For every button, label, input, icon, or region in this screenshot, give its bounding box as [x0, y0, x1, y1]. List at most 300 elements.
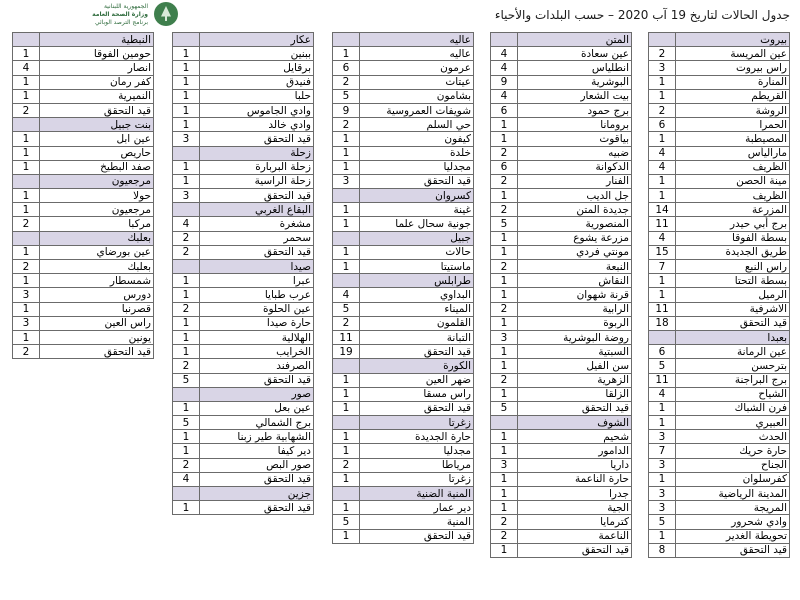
case-count: 1: [649, 472, 676, 486]
district-name: بعلبك: [40, 231, 154, 245]
case-count: 5: [333, 515, 360, 529]
table-row: [173, 302, 314, 316]
locality-name: برومانا: [518, 118, 632, 132]
table-row: [649, 458, 790, 472]
district-header-row: [649, 330, 790, 344]
table-row: [649, 61, 790, 75]
table-row: [173, 47, 314, 61]
case-count: 4: [649, 231, 676, 245]
district-name: مرجعيون: [40, 174, 154, 188]
table-row: [649, 501, 790, 515]
locality-name: الصرفند: [200, 359, 314, 373]
locality-name: صور البص: [200, 458, 314, 472]
case-count: 4: [491, 89, 518, 103]
case-count: 1: [333, 245, 360, 259]
locality-name: شمسطار: [40, 274, 154, 288]
case-count: 2: [491, 146, 518, 160]
table-row: [649, 260, 790, 274]
locality-name: تحويطة الغدير: [676, 529, 790, 543]
district-header-blank: [173, 146, 200, 160]
district-header-blank: [649, 330, 676, 344]
table-row: [491, 103, 632, 117]
district-header-blank: [173, 387, 200, 401]
locality-name: مينة الحصن: [676, 174, 790, 188]
table-row: [333, 458, 474, 472]
locality-name: قيد التحقق: [200, 501, 314, 515]
table-row: [333, 330, 474, 344]
table-row: [649, 47, 790, 61]
table-row: [173, 345, 314, 359]
table-row: [491, 458, 632, 472]
locality-name: انطلياس: [518, 61, 632, 75]
table-row: [491, 316, 632, 330]
locality-name: بترحسن: [676, 359, 790, 373]
locality-name: سن الفيل: [518, 359, 632, 373]
district-header-row: [173, 387, 314, 401]
locality-name: مرياطا: [360, 458, 474, 472]
table-row: [491, 543, 632, 557]
locality-name: الهلالية: [200, 330, 314, 344]
district-header-row: [173, 260, 314, 274]
table-row: [491, 174, 632, 188]
locality-name: كفر رمان: [40, 75, 154, 89]
locality-name: صفد البطيخ: [40, 160, 154, 174]
case-count: 3: [173, 189, 200, 203]
case-count: 1: [13, 302, 40, 316]
district-name: المتن: [518, 33, 632, 47]
table-row: [173, 330, 314, 344]
district-header-blank: [173, 260, 200, 274]
locality-name: قيد التحقق: [200, 132, 314, 146]
case-count: 1: [491, 359, 518, 373]
district-header-blank: [333, 359, 360, 373]
locality-name: الشياح: [676, 387, 790, 401]
table-row: [649, 75, 790, 89]
table-row: [333, 387, 474, 401]
locality-name: حارة الجديدة: [360, 430, 474, 444]
table-row: [649, 203, 790, 217]
district-header-row: [173, 33, 314, 47]
locality-name: انصار: [40, 61, 154, 75]
table-column-1: [648, 32, 790, 558]
table-row: [13, 103, 154, 117]
district-header-blank: [333, 231, 360, 245]
case-count: 6: [491, 160, 518, 174]
locality-name: زحلة الراسية: [200, 174, 314, 188]
district-name: الشوف: [518, 416, 632, 430]
case-count: 1: [13, 274, 40, 288]
table-row: [173, 430, 314, 444]
locality-name: الخرايب: [200, 345, 314, 359]
locality-name: بيت الشعار: [518, 89, 632, 103]
case-count: 2: [173, 359, 200, 373]
table-row: [649, 288, 790, 302]
district-name: المنية الضنية: [360, 487, 474, 501]
table-row: [173, 103, 314, 117]
table-row: [13, 260, 154, 274]
table-row: [13, 47, 154, 61]
table-row: [649, 89, 790, 103]
case-count: 4: [173, 472, 200, 486]
locality-name: الظريف: [676, 160, 790, 174]
logo-line-3: برنامج الترصد الوبائي: [94, 19, 148, 26]
district-name: جبيل: [360, 231, 474, 245]
case-count: 3: [333, 174, 360, 188]
case-count: 8: [649, 543, 676, 557]
table-row: [649, 345, 790, 359]
table-column-3: [332, 32, 474, 544]
case-count: 1: [173, 75, 200, 89]
table-row: [491, 146, 632, 160]
district-header-row: [333, 231, 474, 245]
district-header-blank: [13, 118, 40, 132]
case-count: 1: [173, 103, 200, 117]
case-count: 3: [649, 458, 676, 472]
district-header-row: [333, 189, 474, 203]
table-row: [649, 444, 790, 458]
locality-name: بشامون: [360, 89, 474, 103]
district-name: عاليه: [360, 33, 474, 47]
table-row: [333, 47, 474, 61]
table-row: [491, 203, 632, 217]
table-row: [491, 89, 632, 103]
locality-name: مونتي فردي: [518, 245, 632, 259]
case-count: 1: [491, 345, 518, 359]
district-header-row: [13, 33, 154, 47]
case-count: 1: [649, 401, 676, 415]
table-row: [13, 274, 154, 288]
locality-name: حارة حريك: [676, 444, 790, 458]
table-row: [649, 373, 790, 387]
case-count: 1: [333, 401, 360, 415]
case-count: 1: [173, 274, 200, 288]
locality-name: داريا: [518, 458, 632, 472]
locality-name: الربوة: [518, 316, 632, 330]
locality-name: دير كيفا: [200, 444, 314, 458]
case-count: 1: [649, 274, 676, 288]
case-count: 1: [13, 132, 40, 146]
district-header-row: [333, 359, 474, 373]
district-header-blank: [333, 33, 360, 47]
table-row: [333, 373, 474, 387]
district-name: النبطية: [40, 33, 154, 47]
table-row: [649, 472, 790, 486]
case-count: 2: [491, 373, 518, 387]
case-count: 11: [649, 217, 676, 231]
table-row: [173, 189, 314, 203]
table-row: [649, 515, 790, 529]
locality-name: قيد التحقق: [360, 174, 474, 188]
locality-name: الجناح: [676, 458, 790, 472]
table-row: [13, 189, 154, 203]
case-count: 5: [649, 359, 676, 373]
locality-name: مرجعيون: [40, 203, 154, 217]
case-count: 3: [649, 61, 676, 75]
case-count: 2: [491, 260, 518, 274]
table-row: [491, 132, 632, 146]
case-count: 2: [649, 47, 676, 61]
locality-name: قصرنبا: [40, 302, 154, 316]
locality-name: النقاش: [518, 274, 632, 288]
locality-name: الناعمة: [518, 529, 632, 543]
locality-name: شويفات العمروسية: [360, 103, 474, 117]
table-row: [173, 274, 314, 288]
table-row: [491, 501, 632, 515]
table-row: [333, 472, 474, 486]
case-count: 5: [173, 416, 200, 430]
page-title: جدول الحالات لتاريخ 19 آب 2020 – حسب البلدات والأحياء: [494, 8, 790, 22]
district-name: طرابلس: [360, 274, 474, 288]
table-row: [491, 472, 632, 486]
table-row: [333, 61, 474, 75]
table-row: [491, 515, 632, 529]
locality-name: راس مسقا: [360, 387, 474, 401]
case-count: 1: [13, 330, 40, 344]
locality-name: يونين: [40, 330, 154, 344]
locality-name: برج أبي حيدر: [676, 217, 790, 231]
table-row: [13, 75, 154, 89]
table-row: [491, 47, 632, 61]
case-count: 1: [649, 89, 676, 103]
locality-name: المصيطبة: [676, 132, 790, 146]
case-count: 1: [333, 47, 360, 61]
locality-name: الحدث: [676, 430, 790, 444]
table-row: [649, 543, 790, 557]
table-row: [491, 444, 632, 458]
case-count: 9: [333, 103, 360, 117]
case-count: 2: [491, 174, 518, 188]
locality-name: راس العين: [40, 316, 154, 330]
case-count: 1: [491, 472, 518, 486]
locality-name: عين بورضاي: [40, 245, 154, 259]
case-count: 5: [173, 373, 200, 387]
locality-name: طريق الجديدة: [676, 245, 790, 259]
locality-name: برقايل: [200, 61, 314, 75]
district-header-row: [13, 118, 154, 132]
district-name: عكار: [200, 33, 314, 47]
case-count: 19: [333, 345, 360, 359]
case-count: 5: [491, 217, 518, 231]
locality-name: الظريف: [676, 189, 790, 203]
table-row: [13, 245, 154, 259]
case-count: 1: [173, 89, 200, 103]
locality-name: جديدة المتن: [518, 203, 632, 217]
locality-name: راس النبع: [676, 260, 790, 274]
locality-name: ماستيتا: [360, 260, 474, 274]
table-row: [649, 231, 790, 245]
locality-name: المزرعة: [676, 203, 790, 217]
case-count: 1: [491, 231, 518, 245]
case-count: 1: [333, 501, 360, 515]
locality-name: خلدة: [360, 146, 474, 160]
table-row: [173, 160, 314, 174]
case-count: 1: [491, 274, 518, 288]
district-header-row: [491, 416, 632, 430]
table-row: [649, 359, 790, 373]
locality-name: بعلبك: [40, 260, 154, 274]
table-row: [333, 132, 474, 146]
locality-name: التبانة: [360, 330, 474, 344]
table-row: [333, 217, 474, 231]
locality-name: زحلة البربارة: [200, 160, 314, 174]
locality-name: جدرا: [518, 487, 632, 501]
table-row: [649, 302, 790, 316]
locality-name: بياقوت: [518, 132, 632, 146]
district-header-blank: [13, 174, 40, 188]
table-row: [13, 89, 154, 103]
table-row: [491, 401, 632, 415]
locality-name: الزهرية: [518, 373, 632, 387]
locality-name: كفرسلوان: [676, 472, 790, 486]
table-row: [13, 288, 154, 302]
case-count: 2: [13, 217, 40, 231]
table-row: [13, 160, 154, 174]
table-row: [13, 61, 154, 75]
case-count: 2: [333, 118, 360, 132]
district-name: جزين: [200, 487, 314, 501]
locality-name: زغرتا: [360, 472, 474, 486]
table-row: [13, 330, 154, 344]
table-row: [13, 203, 154, 217]
table-row: [491, 288, 632, 302]
table-row: [173, 174, 314, 188]
locality-name: شحيم: [518, 430, 632, 444]
case-count: 2: [13, 103, 40, 117]
district-name: زحلة: [200, 146, 314, 160]
locality-name: قيد التحقق: [40, 103, 154, 117]
ministry-logo: [4, 2, 184, 28]
locality-name: حومين الفوقا: [40, 47, 154, 61]
locality-name: عرب طبايا: [200, 288, 314, 302]
locality-name: برج حمود: [518, 103, 632, 117]
locality-name: عين الرمانة: [676, 345, 790, 359]
locality-name: قيد التحقق: [200, 472, 314, 486]
locality-name: قيد التحقق: [676, 316, 790, 330]
locality-name: الفنار: [518, 174, 632, 188]
table-row: [491, 189, 632, 203]
table-row: [491, 487, 632, 501]
table-row: [491, 345, 632, 359]
case-count: 1: [13, 203, 40, 217]
locality-name: عين سعادة: [518, 47, 632, 61]
table-row: [491, 430, 632, 444]
case-count: 1: [333, 373, 360, 387]
table-row: [333, 203, 474, 217]
table-row: [13, 217, 154, 231]
district-header-row: [173, 146, 314, 160]
case-count: 1: [333, 444, 360, 458]
case-count: 1: [491, 245, 518, 259]
case-count: 15: [649, 245, 676, 259]
locality-name: قيد التحقق: [360, 345, 474, 359]
locality-name: قيد التحقق: [200, 189, 314, 203]
locality-name: مركبا: [40, 217, 154, 231]
table-row: [649, 430, 790, 444]
case-count: 3: [649, 430, 676, 444]
case-count: 2: [333, 75, 360, 89]
locality-name: عرمون: [360, 61, 474, 75]
case-count: 1: [333, 146, 360, 160]
locality-name: قيد التحقق: [518, 543, 632, 557]
locality-name: الرميل: [676, 288, 790, 302]
table-row: [173, 316, 314, 330]
case-count: 3: [13, 316, 40, 330]
locality-name: النميرية: [40, 89, 154, 103]
table-row: [649, 316, 790, 330]
locality-name: فنيدق: [200, 75, 314, 89]
locality-name: السبتية: [518, 345, 632, 359]
table-row: [491, 217, 632, 231]
table-row: [173, 217, 314, 231]
table-row: [333, 89, 474, 103]
case-count: 2: [491, 515, 518, 529]
table-row: [649, 274, 790, 288]
district-name: زغرتا: [360, 416, 474, 430]
locality-name: ببنين: [200, 47, 314, 61]
locality-name: كيفون: [360, 132, 474, 146]
locality-name: الزلقا: [518, 387, 632, 401]
table-row: [491, 373, 632, 387]
locality-name: مزرعة يشوع: [518, 231, 632, 245]
table-row: [333, 146, 474, 160]
locality-name: عين بعل: [200, 401, 314, 415]
case-count: 11: [649, 302, 676, 316]
locality-name: عبرا: [200, 274, 314, 288]
district-header-blank: [491, 416, 518, 430]
district-name: البقاع الغربي: [200, 203, 314, 217]
locality-name: عين ابل: [40, 132, 154, 146]
case-count: 6: [491, 103, 518, 117]
district-name: بيروت: [676, 33, 790, 47]
table-row: [649, 132, 790, 146]
case-count: 1: [173, 118, 200, 132]
locality-name: برج البراجنة: [676, 373, 790, 387]
case-count: 2: [13, 260, 40, 274]
locality-name: ماراليأس: [676, 146, 790, 160]
case-count: 5: [333, 89, 360, 103]
case-count: 1: [13, 189, 40, 203]
case-count: 1: [333, 260, 360, 274]
case-count: 4: [491, 61, 518, 75]
case-count: 1: [13, 89, 40, 103]
district-header-blank: [173, 487, 200, 501]
locality-name: المريجة: [676, 501, 790, 515]
case-count: 3: [491, 458, 518, 472]
case-count: 2: [173, 245, 200, 259]
case-count: 5: [333, 302, 360, 316]
table-row: [333, 245, 474, 259]
table-row: [491, 160, 632, 174]
table-row: [491, 118, 632, 132]
locality-name: ضبيه: [518, 146, 632, 160]
locality-name: حارة صيدا: [200, 316, 314, 330]
locality-name: الميناء: [360, 302, 474, 316]
locality-name: فرن الشباك: [676, 401, 790, 415]
locality-name: القلمون: [360, 316, 474, 330]
case-count: 1: [491, 501, 518, 515]
case-count: 4: [333, 288, 360, 302]
case-count: 1: [491, 543, 518, 557]
locality-name: الشهابية طير زبنا: [200, 430, 314, 444]
district-header-blank: [333, 274, 360, 288]
table-row: [649, 160, 790, 174]
locality-name: عين المريسة: [676, 47, 790, 61]
table-row: [333, 515, 474, 529]
case-count: 2: [649, 103, 676, 117]
locality-name: سحمر: [200, 231, 314, 245]
table-row: [333, 345, 474, 359]
table-column-2: [490, 32, 632, 558]
